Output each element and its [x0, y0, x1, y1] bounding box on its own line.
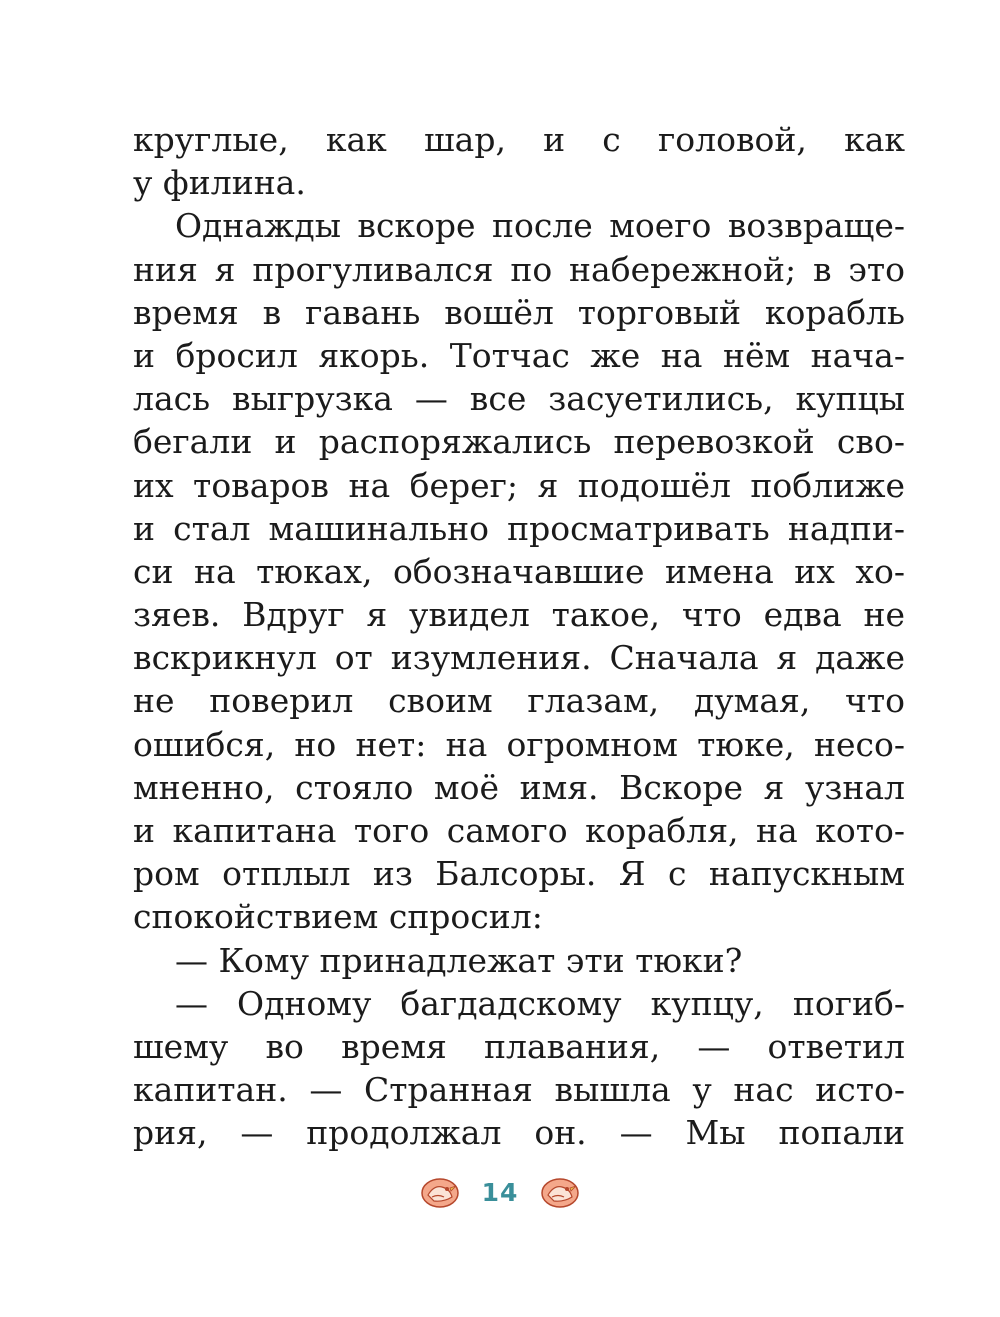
text-line: капитан. — Странная вышла у нас исто- [133, 1070, 905, 1110]
text-line: и стал машинально просматривать надпи- [133, 508, 905, 548]
text-line: и капитана того самого корабля, на кото- [133, 811, 905, 850]
body-text [133, 118, 905, 1155]
text-line: круглые, как шар, и с головой, как [133, 120, 905, 159]
text-line: шему во время плавания, — ответил [133, 1026, 905, 1066]
text-line: лась выгрузка — все засуетились, купцы [133, 379, 905, 419]
text-line: вскрикнул от изумления. Сначала я даже [133, 638, 905, 678]
text-line: не поверил своим глазам, думая, что [133, 681, 905, 721]
text-line: си на тюках, обозначавшие имена их хо- [133, 551, 905, 591]
bird-ornament-icon [420, 1175, 460, 1209]
page-number: 14 [481, 1177, 519, 1207]
text-line: зяев. Вдруг я увидел такое, что едва не [133, 595, 905, 635]
bird-ornament-icon [540, 1175, 580, 1209]
text-line: мненно, стояло моё имя. Вскоре я узнал [133, 767, 905, 807]
text-line: время в гавань вошёл торговый корабль [133, 292, 905, 332]
text-line: и бросил якорь. Тотчас же на нём нача- [133, 335, 905, 375]
text-line: рия, — продолжал он. — Мы попали [133, 1113, 905, 1153]
text-line: Однажды вскоре после моего возвраще- [175, 206, 905, 246]
page-footer [0, 1172, 1000, 1212]
text-line: — Кому принадлежат эти тюки? [175, 940, 743, 980]
text-line: ния я прогуливался по набережной; в это [133, 249, 905, 289]
text-line: их товаров на берег; я подошёл поближе [133, 465, 905, 505]
text-line: бегали и распоряжались перевозкой сво- [133, 422, 905, 462]
text-line: ошибся, но нет: на огромном тюке, несо- [133, 724, 905, 764]
text-line: у филина. [133, 163, 306, 203]
text-line: спокойствием спросил: [133, 897, 543, 937]
text-line: ром отплыл из Балсоры. Я с напускным [133, 854, 905, 894]
text-line: — Одному багдадскому купцу, погиб- [175, 983, 905, 1023]
